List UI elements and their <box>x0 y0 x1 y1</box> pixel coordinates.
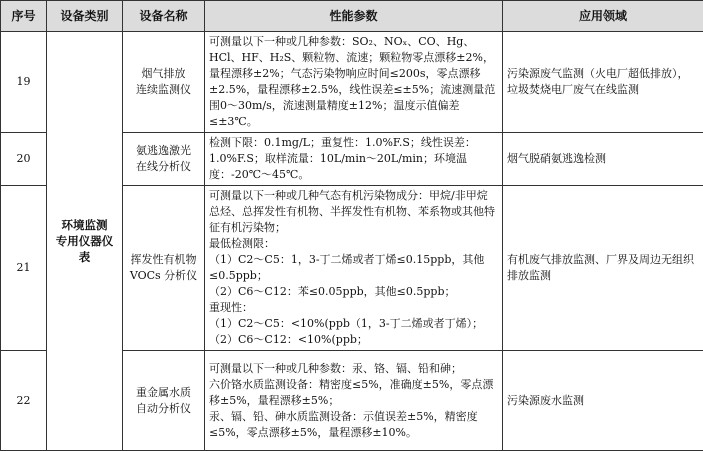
header-params: 性能参数 <box>205 1 503 32</box>
application-field: 污染源废气监测（火电厂超低排放），垃圾焚烧电厂废气在线监测 <box>503 32 703 133</box>
row-number: 22 <box>1 351 47 451</box>
header-category: 设备类别 <box>47 1 123 32</box>
row-number: 19 <box>1 32 47 133</box>
application-field: 烟气脱硝氨逃逸检测 <box>503 133 703 186</box>
header-no: 序号 <box>1 1 47 32</box>
performance-params: 可测量以下一种或几种参数：汞、铬、镉、铅和砷； 六价铬水质监测设备：精密度≤5%，准确度±5%，零点漂移±5%，量程漂移±5%； 汞、镉、铅、砷水质监测设备：示值误差±5%，精密度≤5%，零点漂移±5%，量程漂移±10%。 <box>205 351 503 451</box>
row-number: 20 <box>1 133 47 186</box>
performance-params: 可测量以下一种或几种气态有机污染物成分：甲烷/非甲烷总烃、总挥发性有机物、半挥发性有机物、苯系物或其他特征有机污染物； 最低检测限： （1）C2～C5：1，3-丁二烯或者丁烯≤0.15ppb，其他≤0.5ppb； （2）C6～C12：苯≤0.05ppb，其他≤0.5ppb； 重现性： （1）C2～C5：<10%(ppb（1，3-丁二烯或者丁烯）； （2）C6～C12：<10%(ppb； <box>205 186 503 351</box>
device-name: 挥发性有机物 VOCs 分析仪 <box>123 186 205 351</box>
application-field: 有机废气排放监测、厂界及周边无组织排放监测 <box>503 186 703 351</box>
performance-params: 可测量以下一种或几种参数：SO₂、NOₓ、CO、Hg、HCl、HF、H₂S、颗粒物、流速；颗粒物零点漂移±2%，量程漂移±2%；气态污染物响应时间≤200s，零点漂移±2.5%，量程漂移±2.5%，线性误差≤±5%；流速测量范围0～30m/s，流速测量精度±12%；温度示值偏差≤±3℃。 <box>205 32 503 133</box>
table-header-row <box>1 1 703 32</box>
header-name: 设备名称 <box>123 1 205 32</box>
device-name: 重金属水质 自动分析仪 <box>123 351 205 451</box>
table-row <box>1 32 703 133</box>
header-application: 应用领域 <box>503 1 703 32</box>
performance-params: 检测下限：0.1mg/L；重复性：1.0%F.S；线性误差：1.0%F.S；取样流量：10L/min～20L/min；环境温度：-20℃～45℃。 <box>205 133 503 186</box>
device-name: 烟气排放 连续监测仪 <box>123 32 205 133</box>
category-cell: 环境监测 专用仪器仪表 <box>47 32 123 451</box>
device-name: 氨逃逸激光 在线分析仪 <box>123 133 205 186</box>
application-field: 污染源废水监测 <box>503 351 703 451</box>
row-number: 21 <box>1 186 47 351</box>
